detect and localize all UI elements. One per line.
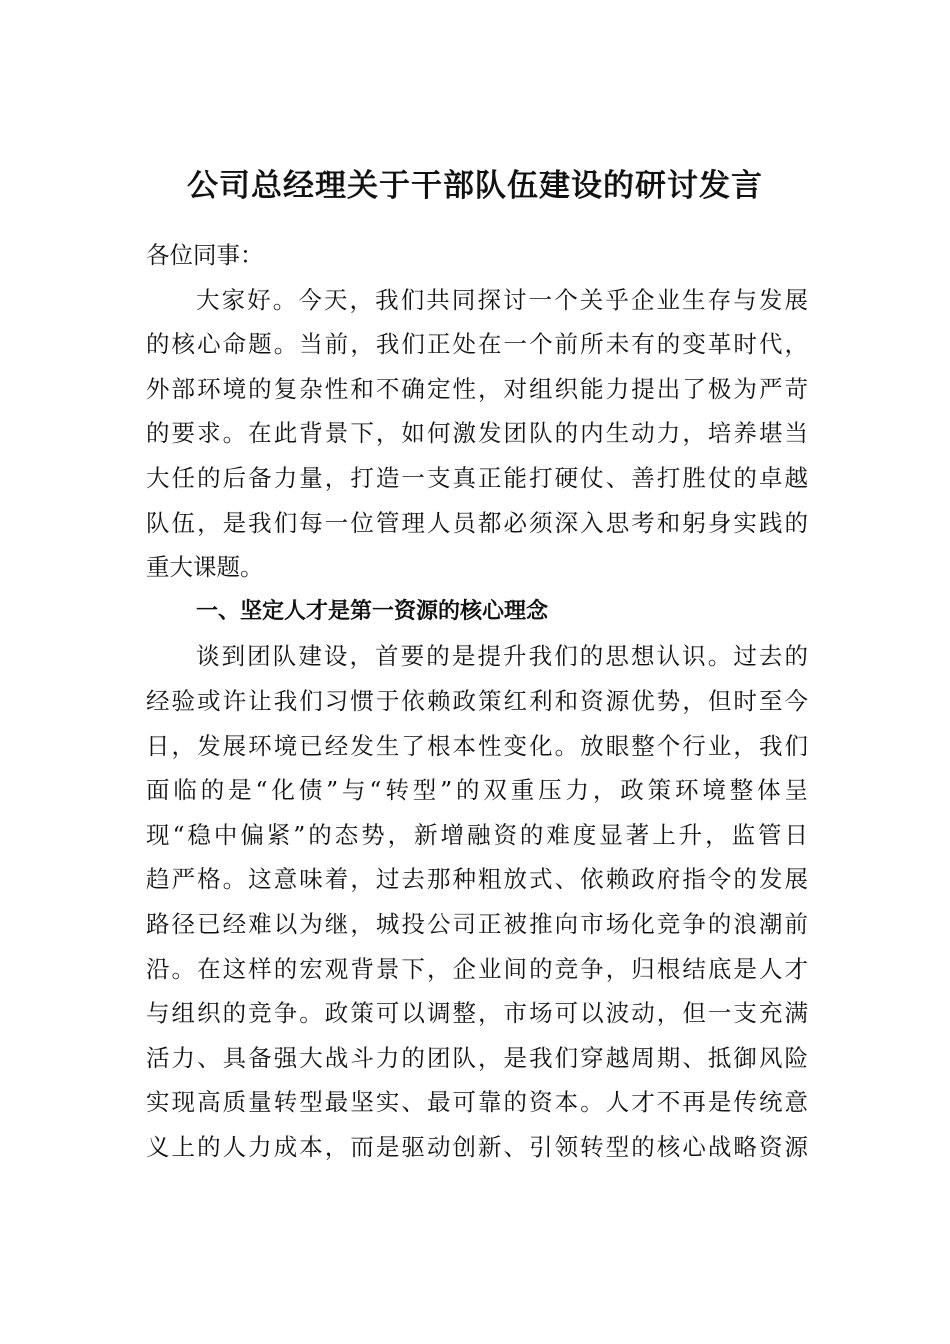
section-heading: 一、坚定人才是第一资源的核心理念	[196, 598, 549, 624]
paragraph-line: 谈到团队建设，首要的是提升我们的思想认识。过去的	[196, 642, 808, 671]
paragraph-line: 队伍，是我们每一位管理人员都必须深入思考和躬身实践的	[146, 508, 808, 537]
paragraph-line: 经验或许让我们习惯于依赖政策红利和资源优势，但时至今	[146, 686, 808, 715]
paragraph-line: 的核心命题。当前，我们正处在一个前所未有的变革时代，	[146, 330, 808, 359]
paragraph-line: 义上的人力成本，而是驱动创新、引领转型的核心战略资源	[146, 1132, 808, 1161]
salutation: 各位同事：	[146, 241, 264, 269]
paragraph-line: 大任的后备力量，打造一支真正能打硬仗、善打胜仗的卓越	[146, 463, 808, 492]
paragraph-section-1	[146, 634, 808, 1169]
paragraph-line: 现“稳中偏紧”的态势，新增融资的难度显著上升，监管日	[146, 820, 808, 849]
paragraph-line: 与组织的竞争。政策可以调整，市场可以波动，但一支充满	[146, 999, 808, 1028]
paragraph-line: 趋严格。这意味着，过去那种粗放式、依赖政府指令的发展	[146, 865, 808, 894]
document-body	[146, 233, 808, 1169]
paragraph-opening	[146, 278, 808, 590]
paragraph-line: 实现高质量转型最坚实、最可靠的资本。人才不再是传统意	[146, 1088, 808, 1117]
document-title: 公司总经理关于干部队伍建设的研讨发言	[187, 168, 763, 204]
paragraph-line: 路径已经难以为继，城投公司正被推向市场化竞争的浪潮前	[146, 909, 808, 938]
paragraph-line: 沿。在这样的宏观背景下，企业间的竞争，归根结底是人才	[146, 954, 808, 983]
paragraph-line: 重大课题。	[146, 553, 264, 582]
paragraph-line: 活力、具备强大战斗力的团队，是我们穿越周期、抵御风险	[146, 1043, 808, 1072]
paragraph-line: 的要求。在此背景下，如何激发团队的内生动力，培养堪当	[146, 419, 808, 448]
paragraph-line: 面临的是“化债”与“转型”的双重压力，政策环境整体呈	[146, 776, 808, 805]
paragraph-line: 外部环境的复杂性和不确定性，对组织能力提出了极为严苛	[146, 374, 808, 403]
paragraph-line: 大家好。今天，我们共同探讨一个关乎企业生存与发展	[196, 285, 808, 314]
paragraph-line: 日，发展环境已经发生了根本性变化。放眼整个行业，我们	[146, 731, 808, 760]
